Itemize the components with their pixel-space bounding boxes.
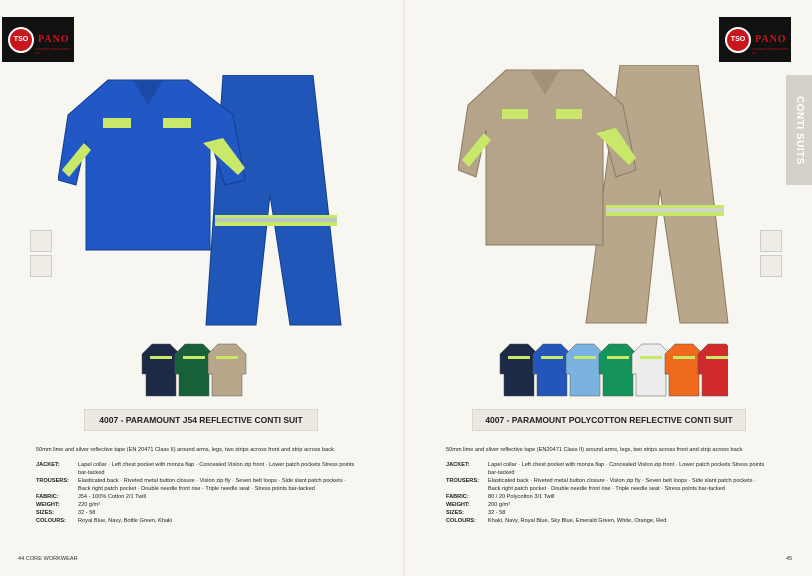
product-intro-left: 50mm lime and silver reflective tape (EN 20471 Class II) around arms, legs, two strips across front and strip across back [36, 447, 334, 453]
spec-key: FABRIC: [36, 494, 59, 500]
swatch-tape [150, 356, 172, 359]
spec-row [446, 477, 766, 493]
spec-row [446, 461, 766, 477]
swatch-tape [541, 356, 563, 359]
spec-value: 80 / 20 Polycotton 3/1 Twill [488, 494, 555, 500]
swatch-tape [216, 356, 238, 359]
spec-key: SIZES: [446, 510, 465, 516]
swatch-tape [673, 356, 695, 359]
logo-initials-right: TSO [725, 27, 751, 53]
spec-row [446, 517, 766, 525]
spec-key: SIZES: [36, 510, 55, 516]
swatch-tape [640, 356, 662, 359]
swatch-tape [574, 356, 596, 359]
spec-value: Elasticated back · Riveted metal button closure · Vislon zip fly · Seven belt loops · Side slant patch pockets · Back right patch pocket · Double needle front rise · Triple needle seat · Stress points bar-tacked [78, 478, 346, 492]
swatch-row-left [140, 340, 270, 400]
section-tab-label: CONTI SUITS [793, 95, 805, 165]
spec-key: WEIGHT: [36, 502, 60, 508]
garment-icon-3 [760, 230, 782, 252]
spec-key: COLOURS: [446, 518, 476, 524]
spec-value: 200 g/m² [488, 502, 511, 508]
colour-swatch [175, 344, 213, 396]
spec-key: JACKET: [36, 462, 60, 468]
spec-value: Khaki, Navy, Royal Blue, Sky Blue, Emerald Green, White, Orange, Red [488, 518, 667, 524]
swatch-tape [183, 356, 205, 359]
colour-swatch [533, 344, 571, 396]
garment-icon-1 [30, 230, 52, 252]
spec-row [36, 477, 356, 493]
logo-sub: CLOTHING SPECIALISTS CO. [35, 47, 71, 55]
swatch-row-right [498, 340, 728, 400]
spec-row [446, 493, 766, 501]
right-page [406, 0, 812, 576]
colour-swatch [698, 344, 728, 396]
spec-list-right [446, 461, 766, 525]
spec-value: Royal Blue, Navy, Bottle Green, Khaki [78, 518, 173, 524]
spec-key: COLOURS: [36, 518, 66, 524]
spec-key: TROUSERS: [446, 478, 479, 484]
brand-logo [2, 17, 74, 62]
logo-sub-right: CLOTHING SPECIALISTS CO. [752, 47, 788, 55]
swatch-tape [508, 356, 530, 359]
logo-word-right: PANO [755, 34, 787, 45]
spec-value: 220 g/m² [78, 502, 101, 508]
colour-swatch [142, 344, 180, 396]
spec-value: 32 - 58 [78, 510, 96, 516]
garment-icon-4 [760, 255, 782, 277]
folio-right: 45 [786, 556, 793, 562]
section-tab [786, 75, 812, 185]
spec-list-left [36, 461, 356, 525]
logo-word: PANO [38, 34, 70, 45]
colour-swatch [632, 344, 670, 396]
garment-icon-2 [30, 255, 52, 277]
spec-key: WEIGHT: [446, 502, 470, 508]
spec-row [36, 493, 356, 501]
spec-key: JACKET: [446, 462, 470, 468]
spec-row [36, 517, 356, 525]
spec-value: 32 - 58 [488, 510, 506, 516]
spec-value: Lapel collar · Left chest pocket with monza flap · Concealed Vislon zip front · Lower patch pockets Stress points bar-tacked [78, 462, 355, 476]
spec-row [36, 509, 356, 517]
swatch-tape [706, 356, 728, 359]
spec-value: J54 - 100% Cotton 2/1 Twill [78, 494, 146, 500]
colour-swatch [665, 344, 703, 396]
spec-key: FABRIC: [446, 494, 469, 500]
product-title-right: 4007 - PARAMOUNT POLYCOTTON REFLECTIVE CONTI SUIT [472, 409, 746, 431]
spec-value: Lapel collar · Left chest pocket with monza flap · Concealed Vislon zip front · Lower patch pockets Stress points bar-tacked [488, 462, 765, 476]
colour-swatch [566, 344, 604, 396]
product-intro-right: 50mm lime and silver reflective tape (EN20471 Class II) around arms, legs, two strips across front and strip across back [446, 447, 743, 453]
colour-swatch [208, 344, 246, 396]
spec-row [446, 501, 766, 509]
colour-swatch [500, 344, 538, 396]
spec-row [36, 501, 356, 509]
spec-value: Elasticated back · Riveted metal button closure · Vislon zip fly · Seven belt loops · Side slant patch pockets · Back right patch pocket · Double needle front rise · Triple needle seat · Stress points bar-tacked [488, 478, 756, 492]
swatch-tape [607, 356, 629, 359]
jacket-image-left [58, 75, 348, 330]
brand-logo-right [719, 17, 791, 62]
spec-row [36, 461, 356, 477]
colour-swatch [599, 344, 637, 396]
jacket-image-right [458, 65, 733, 327]
spec-key: TROUSERS: [36, 478, 69, 484]
logo-initials: TSO [8, 27, 34, 53]
spec-row [446, 509, 766, 517]
folio-left: 44 CORE WORKWEAR [18, 556, 78, 562]
product-title-left: 4007 - PARAMOUNT J54 REFLECTIVE CONTI SUIT [84, 409, 318, 431]
